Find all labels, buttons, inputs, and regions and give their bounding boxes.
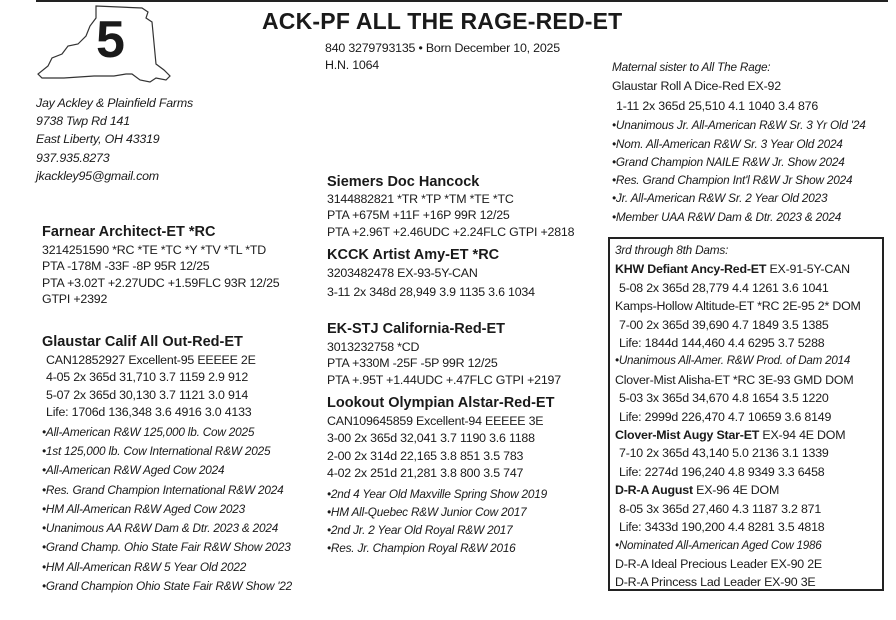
award-line: •Jr. All-American R&W Sr. 2 Year Old 2023 — [612, 191, 828, 206]
herd-number: H.N. 1064 — [325, 58, 379, 72]
dam6-class: EX-94 4E DOM — [759, 428, 846, 443]
award-line: •2nd Jr. 2 Year Old Royal R&W 2017 — [327, 523, 513, 538]
pedigree-line: CAN109645859 Excellent-94 EEEEE 3E — [327, 414, 544, 428]
lot-number: 5 — [96, 11, 125, 69]
award-line: •Res. Jr. Champion Royal R&W 2016 — [327, 541, 516, 556]
award-line: •Unanimous Jr. All-American R&W Sr. 3 Yr Old '24 — [612, 118, 866, 133]
award-line: •Grand Champion Ohio State Fair R&W Show '22 — [42, 579, 293, 593]
lot-badge — [34, 4, 184, 94]
award-line: •1st 125,000 lb. Cow International R&W 2025 — [42, 443, 271, 458]
breeder-info — [36, 94, 193, 185]
pedigree-line: 3-11 2x 348d 28,949 3.9 1135 3.6 1034 — [327, 285, 535, 300]
pedigree-line: PTA +2.96T +2.46UDC +2.24FLC GTPI +2818 — [327, 224, 575, 239]
pedigree-line: 7-10 2x 365d 43,140 5.0 2136 3.1 1339 — [619, 446, 829, 461]
sire-name: Farnear Architect-ET *RC — [42, 224, 216, 240]
breeder-line: jkackley95@gmail.com — [36, 168, 159, 183]
pedigree-line: 4-05 2x 365d 31,710 3.7 1159 2.9 912 — [46, 370, 249, 385]
dam3-class: EX-91-5Y-CAN — [766, 262, 850, 277]
registration-line: 840 3279793135 • Born December 10, 2025 — [325, 41, 560, 55]
maternal-sister-name: Glaustar Roll A Dice-Red EX-92 — [612, 79, 781, 94]
pedigree-line: 3013232758 *CD — [327, 340, 420, 354]
dam8a-name: D-R-A Ideal Precious Leader EX-90 2E — [615, 556, 822, 571]
pedigree-line: 1-11 2x 365d 25,510 4.1 1040 3.4 876 — [616, 98, 819, 113]
pedigree-line: 3203482478 EX-93-5Y-CAN — [327, 266, 478, 280]
dams-box-content — [615, 242, 861, 591]
sire-sire-block — [327, 174, 574, 240]
breeder-line: Jay Ackley & Plainfield Farms — [36, 96, 193, 110]
sire-dam-name: KCCK Artist Amy-ET *RC — [327, 247, 500, 263]
pedigree-line: GTPI +2392 — [42, 292, 108, 307]
breeder-line: East Liberty, OH 43319 — [36, 132, 160, 147]
pedigree-line: 3214251590 *RC *TE *TC *Y *TV *TL *TD — [42, 243, 266, 257]
pedigree-line: PTA +.95T +1.44UDC +.47FLC GTPI +2197 — [327, 372, 561, 387]
pedigree-line: Life: 2274d 196,240 4.8 9349 3.3 6458 — [619, 464, 825, 479]
dam-block — [42, 334, 292, 596]
pedigree-line: PTA +3.02T +2.27UDC +1.59FLC 93R 12/25 — [42, 275, 280, 290]
sire-sire-name: Siemers Doc Hancock — [327, 174, 480, 190]
top-rule — [36, 0, 888, 2]
dam-sire-name: EK-STJ California-Red-ET — [327, 321, 506, 337]
maternal-sister-block — [612, 59, 866, 226]
award-line: •Nominated All-American Aged Cow 1986 — [615, 538, 822, 552]
award-line: •All-American R&W Aged Cow 2024 — [42, 463, 225, 478]
award-line: •Grand Champion NAILE R&W Jr. Show 2024 — [612, 154, 845, 169]
dam-entry — [615, 482, 861, 498]
dam-sire-block — [327, 321, 561, 388]
award-line: •Nom. All-American R&W Sr. 3 Year Old 2024 — [612, 136, 843, 151]
breeder-line: 9738 Twp Rd 141 — [36, 114, 130, 129]
pedigree-line: Life: 1706d 136,348 3.6 4916 3.0 4133 — [46, 405, 252, 420]
pedigree-line: 3144882821 *TR *TP *TM *TE *TC — [327, 192, 514, 206]
pedigree-line: 2-00 2x 314d 22,165 3.8 851 3.5 783 — [327, 448, 524, 463]
award-line: •Res. Grand Champion Int'l R&W Jr Show 2024 — [612, 173, 853, 188]
pedigree-line: 5-07 2x 365d 30,130 3.7 1121 3.0 914 — [46, 387, 249, 402]
dam7-name: D-R-A August — [615, 483, 693, 498]
pedigree-line: CAN12852927 Excellent-95 EEEEE 2E — [46, 353, 256, 367]
dam-dam-name: Lookout Olympian Alstar-Red-ET — [327, 395, 555, 411]
dam8b-name: D-R-A Princess Lad Leader EX-90 3E — [615, 575, 816, 590]
breeder-line: 937.935.8273 — [36, 150, 110, 165]
dam-entry — [615, 261, 861, 277]
award-line: •Res. Grand Champion International R&W 2024 — [42, 482, 284, 497]
dam4-name: Kamps-Hollow Altitude-ET *RC 2E-95 2* DOM — [615, 299, 861, 314]
sire-dam-block — [327, 247, 535, 301]
pedigree-line: 5-03 3x 365d 34,670 4.8 1654 3.5 1220 — [619, 391, 829, 406]
pedigree-line: 3-00 2x 365d 32,041 3.7 1190 3.6 1188 — [327, 431, 535, 446]
award-line: •Grand Champ. Ohio State Fair R&W Show 2023 — [42, 540, 291, 555]
dam6-name: Clover-Mist Augy Star-ET — [615, 428, 760, 443]
pedigree-line: PTA +330M -25F -5P 99R 12/25 — [327, 356, 498, 371]
award-line: •HM All-American R&W Aged Cow 2023 — [42, 501, 245, 516]
award-line: •HM All-American R&W 5 Year Old 2022 — [42, 559, 247, 574]
award-line: •2nd 4 Year Old Maxville Spring Show 2019 — [327, 486, 547, 501]
pedigree-line: Life: 2999d 226,470 4.7 10659 3.6 8149 — [619, 409, 832, 424]
pedigree-line: 7-00 2x 365d 39,690 4.7 1849 3.5 1385 — [619, 317, 829, 332]
award-line: •Member UAA R&W Dam & Dtr. 2023 & 2024 — [612, 209, 842, 224]
pedigree-line: 4-02 2x 251d 21,281 3.8 800 3.5 747 — [327, 466, 524, 481]
award-line: •Unanimous AA R&W Dam & Dtr. 2023 & 2024 — [42, 521, 279, 536]
pedigree-line: PTA +675M +11F +16P 99R 12/25 — [327, 208, 510, 223]
pedigree-line: PTA -178M -33F -8P 95R 12/25 — [42, 259, 210, 274]
dam-dam-block — [327, 395, 554, 557]
pedigree-line: 5-08 2x 365d 28,779 4.4 1261 3.6 1041 — [619, 280, 829, 295]
maternal-sister-caption: Maternal sister to All The Rage: — [612, 60, 771, 74]
pedigree-line: Life: 1844d 144,460 4.4 6295 3.7 5288 — [619, 336, 825, 351]
award-line: •All-American R&W 125,000 lb. Cow 2025 — [42, 424, 255, 439]
sire-block — [42, 224, 280, 308]
award-line: •Unanimous All-Amer. R&W Prod. of Dam 2014 — [615, 354, 851, 368]
page-title: ACK-PF ALL THE RAGE-RED-ET — [262, 8, 623, 34]
dam-name: Glaustar Calif All Out-Red-ET — [42, 334, 243, 350]
award-line: •HM All-Quebec R&W Junior Cow 2017 — [327, 504, 527, 519]
dam5-name: Clover-Mist Alisha-ET *RC 3E-93 GMD DOM — [615, 372, 854, 387]
dam-entry — [615, 427, 861, 443]
pedigree-line: Life: 3433d 190,200 4.4 8281 3.5 4818 — [619, 520, 825, 535]
pedigree-line: 8-05 3x 365d 27,460 4.3 1187 3.2 871 — [619, 501, 822, 516]
dams-caption: 3rd through 8th Dams: — [615, 243, 729, 257]
dam7-class: EX-96 4E DOM — [692, 483, 780, 498]
dam3-name: KHW Defiant Ancy-Red-ET — [615, 262, 767, 277]
